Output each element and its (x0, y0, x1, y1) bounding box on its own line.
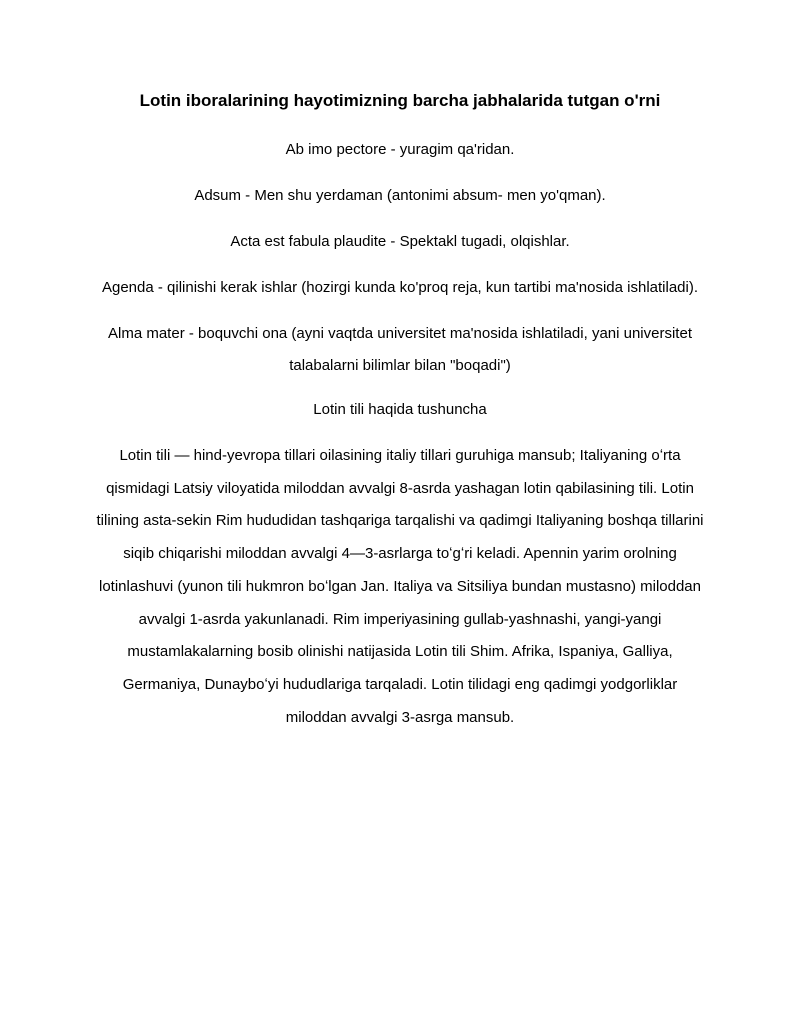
latin-phrase-entry: Agenda - qilinishi kerak ishlar (hozirgi kunda ko'proq reja, kun tartibi ma'nosida ishlatiladi). (101, 279, 699, 296)
document-page (95, 88, 705, 734)
body-paragraph: Lotin tili — hind-yevropa tillari oilasining italiy tillari guruhiga mansub; Italiyaning oʻrta qismidagi Latsiy viloyatida miloddan avvalgi 8-asrda yashagan lotin qabilasining tili. Lotin tilining asta-sekin Rim hududidan tashqariga tarqalishi va qadimgi Italiyaning boshqa tillarini siqib chiqarishi miloddan avvalgi 4—3-asrlarga toʻgʻri keladi. Apennin yarim orolning lotinlashuvi (yunon tili hukmron boʻlgan Jan. Italiya va Sitsiliya bundan mustasno) miloddan avvalgi 1-asrda yakunlanadi. Rim imperiyasining gullab-yashnashi, yangi-yangi mustamlakalarning bosib olinishi natijasida Lotin tili Shim. Afrika, Ispaniya, Galliya, Germaniya, Dunayboʻyi hududlariga tarqaladi. Lotin tilidagi eng qadimgi yodgorliklar miloddan avvalgi 3-asrga mansub. (96, 447, 704, 726)
section-subheading: Lotin tili haqida tushuncha (313, 401, 487, 418)
latin-phrase-entry: Acta est fabula plaudite - Spektakl tugadi, olqishlar. (230, 233, 570, 250)
latin-phrase-entry: Alma mater - boquvchi ona (ayni vaqtda universitet ma'nosida ishlatiladi, yani universitet talabalarni bilimlar bilan "boqadi") (108, 325, 692, 374)
document-title: Lotin iboralarining hayotimizning barcha jabhalarida tutgan o'rni (139, 91, 661, 110)
latin-phrase-entry: Ab imo pectore - yuragim qa'ridan. (285, 141, 515, 158)
latin-phrase-entry: Adsum - Men shu yerdaman (antonimi absum- men yo'qman). (194, 187, 606, 204)
